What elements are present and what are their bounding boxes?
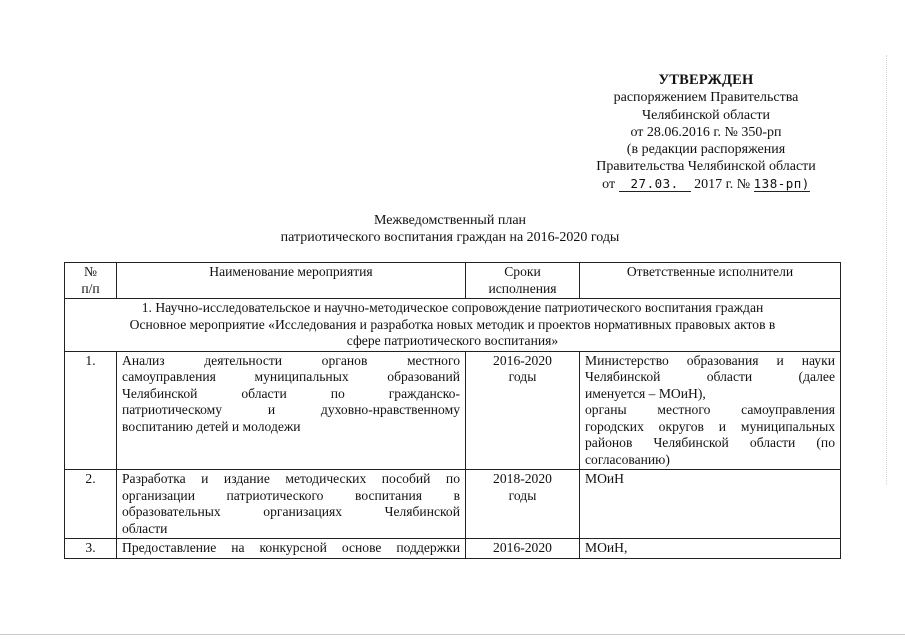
row-term-line-1: 2018-2020: [493, 471, 552, 486]
row-name-line: организации патриотического воспитания в: [122, 487, 460, 503]
row-term-line-2: годы: [508, 487, 537, 503]
row-resp-line: Челябинской области (далее: [585, 369, 835, 384]
row-name-line: патриотическому и духовно-нравственному: [122, 402, 460, 417]
row-num: 1.: [65, 351, 117, 470]
header-term-line-1: Сроки: [504, 264, 541, 279]
row-term-line-2: годы: [508, 369, 537, 384]
row-name-line: Анализ деятельности органов местного: [122, 352, 460, 368]
section-row: [65, 299, 841, 352]
approval-line-2: Челябинской области: [642, 107, 770, 123]
row-name-line: Челябинской области по гражданско-: [122, 385, 460, 401]
plan-title-line-1: Межведомственный план: [373, 213, 527, 228]
row-resp-line: Министерство образования и науки: [585, 352, 835, 368]
section-line-2: Основное мероприятие «Исследования и разработка новых методик и проектов нормативных правовых актов в: [129, 316, 776, 332]
row-name-line: Разработка и издание методических пособий по: [122, 471, 460, 486]
plan-title: [200, 212, 700, 246]
approval-heading: УТВЕРЖДЕН: [658, 72, 754, 88]
header-term-line-2: исполнения: [488, 280, 557, 296]
approval-line-1: распоряжением Правительства: [613, 90, 799, 106]
approval-line-4: (в редакции распоряжения: [626, 142, 786, 158]
approval-date-row: [572, 176, 840, 193]
row-resp-line: именуется – МОиН),: [585, 385, 706, 401]
table-row: [65, 351, 841, 470]
row-term-line-1: 2016-2020: [493, 352, 552, 368]
header-term: [466, 263, 580, 299]
table-row: [65, 539, 841, 559]
approval-number-handwritten: 138-рп): [753, 175, 810, 191]
row-term: [466, 470, 580, 539]
row-resp: МОиН,: [580, 539, 841, 559]
approval-year-label: 2017 г. №: [694, 176, 751, 192]
section-line-1: 1. Научно-исследовательское и научно-методическое сопровождение патриотического воспитания граждан: [141, 300, 764, 315]
row-name: [117, 539, 466, 559]
header-num: [65, 263, 117, 299]
row-name: [117, 470, 466, 539]
row-name-line: образовательных организациях Челябинской: [122, 504, 460, 519]
row-name: [117, 351, 466, 470]
plan-title-line-2: патриотического воспитания граждан на 2016-2020 годы: [280, 230, 620, 245]
row-resp: МОиН: [580, 470, 841, 539]
row-resp-line: органы местного самоуправления: [585, 402, 835, 417]
table-row: [65, 470, 841, 539]
approval-block: [572, 72, 840, 193]
approval-from-label: от: [602, 176, 616, 192]
row-name-line: Предоставление на конкурсной основе поддержки: [122, 540, 460, 555]
header-name: Наименование мероприятия: [117, 263, 466, 299]
section-cell: [65, 299, 841, 352]
section-line-3: сфере патриотического воспитания»: [346, 333, 559, 348]
row-name-line: воспитанию детей и молодежи: [122, 418, 301, 434]
table-header-row: [65, 263, 841, 299]
row-num: 2.: [65, 470, 117, 539]
row-resp: [580, 351, 841, 470]
approval-date-handwritten: 27.03.: [619, 177, 691, 192]
scan-edge-marks: [886, 55, 893, 485]
row-resp-line: согласованию): [585, 451, 670, 467]
row-resp-line: районов Челябинской области (по: [585, 435, 835, 450]
row-num: 3.: [65, 539, 117, 559]
approval-line-3: от 28.06.2016 г. № 350-рп: [630, 124, 782, 140]
header-resp: Ответственные исполнители: [580, 263, 841, 299]
row-term: 2016-2020: [466, 539, 580, 559]
row-name-line: области: [122, 520, 168, 536]
header-num-line-2: п/п: [81, 280, 100, 296]
page-bottom-rule: [0, 634, 905, 635]
row-term: [466, 351, 580, 470]
approval-line-5: Правительства Челябинской области: [596, 159, 816, 175]
header-num-line-1: №: [84, 264, 97, 279]
row-name-line: самоуправления муниципальных образований: [122, 369, 460, 384]
row-resp-line: городских округов и муниципальных: [585, 418, 835, 434]
plan-table: [64, 262, 841, 559]
